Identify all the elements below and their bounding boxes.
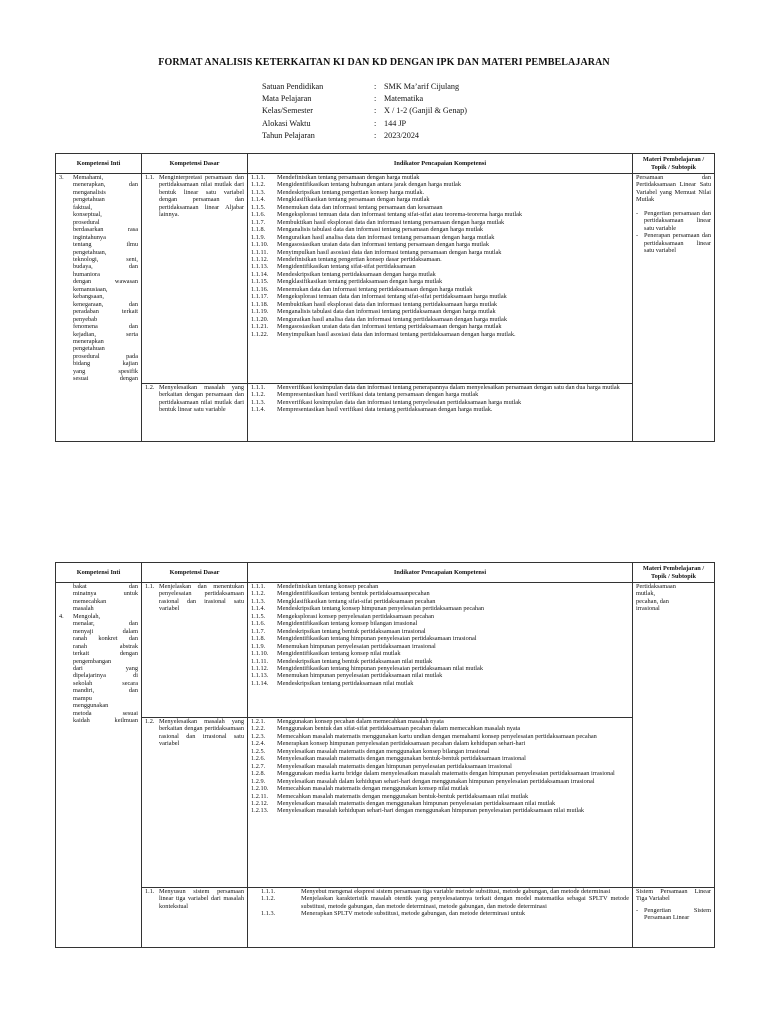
indicator-item [251, 613, 629, 620]
ki-text [73, 613, 138, 725]
ki-line: minatnya untuk [73, 590, 138, 598]
indicator-text: Mendeskripsikan tentang pertidaksamaan nilai mutlak [277, 679, 414, 687]
materi-line: mutlak, [636, 590, 656, 598]
kd-cell [142, 174, 248, 384]
ki-line: berdasarkan rasa [73, 226, 138, 234]
indicator-item [251, 590, 629, 597]
indicator-item [251, 628, 629, 635]
indicator-item [251, 196, 629, 203]
info-colon: : [374, 82, 377, 91]
ki-line: pengetahuan [73, 345, 105, 353]
indicator-text: Menemukan data dan informasi tentang persamaan dan kesamaan [277, 203, 443, 211]
info-row [262, 118, 467, 130]
ki-line: metoda sesuai [73, 709, 138, 717]
indicator-text: Mengklasifikasikan tentang sifat-sifat pertidaksamaan pecahan [277, 597, 436, 605]
ki-line: sekolah secara [73, 679, 138, 687]
ki-line: dipelajarinya di [73, 672, 138, 680]
indicator-text: Mengidentifikasikan tentang himpunan penyelesaian pertidaksamaan nilai mutlak [277, 664, 483, 672]
kd-number: 1.2. [145, 718, 155, 725]
indicator-text: Mengidentifikasikan tentang konsep nilai mutlak [277, 650, 401, 658]
indicator-text: Memecahkan masalah matematis dengan menggunakan bentuk-bentuk pertidaksamaan nilai mutlak [277, 792, 529, 800]
document-title: FORMAT ANALISIS KETERKAITAN KI DAN KD DENGAN IPK DAN MATERI PEMBELAJARAN [158, 57, 610, 68]
indicator-item [251, 785, 629, 792]
kd-number: 1.2. [145, 384, 155, 391]
ki-text [73, 174, 138, 383]
materi-cell [633, 583, 715, 888]
info-label: Mata Pelajaran [262, 94, 312, 104]
indicator-text: Mengklasifikasikan tentang pertidaksamaan dengan harga mutlak [277, 278, 443, 286]
header-kd: Kompetensi Dasar [142, 563, 248, 583]
header-ki: Kompetensi Inti [56, 563, 142, 583]
indicator-text: Memecahkan masalah matematis dengan menggunakan konsep nilai mutlak [277, 785, 469, 793]
ki-line: konseptual, [73, 211, 102, 219]
indicator-item [251, 293, 629, 300]
indicator-item [251, 605, 629, 612]
indicator-text: Mendefinisikan tentang konsep pecahan [277, 583, 379, 590]
indicator-text: Mendeskripsikan tentang pengertian konsep harga mutlak. [277, 188, 425, 196]
indicator-number: 1.1.1. [251, 583, 266, 590]
indicator-text: Mempresentasikan hasil verifikasi data tentang pertidaksamaan dengan harga mutlak. [277, 406, 493, 414]
indicator-text: Menjelaskan karakteristik masalah otentik yang penyelesaiannya terkait dengan model matematika sebagai SPLTV metode substitusi, metode gabungan, dan metode determinasi, metode gabungan, dan metode determinasi [301, 895, 629, 910]
indicator-text: Mengasosiasikan uraian data dan informasi tentang pertidaksamaan dengan harga mutlak [277, 323, 502, 331]
indicator-text: Menguraikan hasil analisa data dan informasi tentang persamaan dengan harga mutlak [277, 233, 495, 241]
ki-line: dari yang [73, 664, 138, 672]
indicator-item [251, 263, 629, 270]
indicator-text: Mengidentifikasikan tentang bentuk pertidaksamaanpecahan [277, 590, 430, 598]
indicator-item [251, 583, 629, 590]
indicator-item [251, 770, 629, 777]
indicator-number: 1.1.3. [251, 398, 266, 406]
indicator-number: 1.1.5. [251, 203, 266, 211]
ki-text [59, 583, 138, 613]
kd-text: Menyelesaikan masalah yang berkaitan dengan pertidaksamaan rasional dan irrasional satu variabel [159, 718, 244, 748]
materi-bullet-item [636, 907, 711, 922]
indicator-item [251, 323, 629, 330]
materi-item-text: Pengertian persamaan dan pertidaksamaan linear satu variable [644, 209, 711, 232]
info-label: Tahun Pelajaran [262, 130, 315, 140]
indicator-text: Menganalisis tabulasi data dan informasi tentang persamaan dengan harga mutlak [277, 226, 484, 234]
indicator-text: Menemukan data dan informasi tentang pertidaksamaan dengan harga mutlak [277, 285, 473, 293]
info-label: Satuan Pendidikan [262, 82, 324, 91]
indicator-text: Membuktikan hasil eksplorasi data dan informasi tentang persamaan dengan harga mutlak [277, 218, 505, 226]
indicator-text: Menyelesaikan masalah matematis dengan menggunakan bentuk-bentuk pertidaksamaan irrasional [277, 755, 526, 763]
kd-cell [142, 718, 248, 888]
indicator-number: 1.1.3. [251, 188, 266, 196]
indicator-text: Menyelesaikan masalah matematis dengan himpunan penyelesaian pertidaksamaan irrasional [277, 762, 512, 770]
indicator-text: Menyimpulkan hasil asosiasi data dan informasi tentang persamaan dengan harga mutlak [277, 248, 502, 256]
ki-line: menerapkan, dan [73, 181, 138, 189]
ki-line: budaya, dan [73, 263, 138, 271]
kd-text: Menyusun sistem persamaan linear tiga variabel dari masalah kontekstual [159, 888, 244, 910]
info-value: 2023/2024 [384, 130, 420, 140]
indicator-number: 1.1.15. [251, 278, 269, 286]
indicator-item [251, 598, 629, 605]
info-value: 144 JP [384, 118, 407, 128]
info-row [262, 130, 467, 142]
ki-line: terkait dengan [73, 650, 138, 658]
materi-cell [633, 888, 715, 948]
ki-number: 3. [59, 174, 64, 181]
ki-line: kejadian, serta [73, 330, 138, 338]
ki-line: memecahkan [73, 597, 107, 605]
indicator-number: 1.2.10. [251, 785, 269, 793]
ipk-cell [248, 888, 633, 948]
indicator-text: Mengidentifikasikan tentang himpunan penyelesaian pertidaksamaan irrasional [277, 635, 477, 643]
ki-line: faktual, [73, 203, 93, 211]
indicator-number: 1.1.18. [251, 300, 269, 308]
analysis-table-2 [55, 562, 715, 948]
ki-line: mampu [73, 694, 92, 702]
indicator-item [251, 249, 629, 256]
materi-line: pecahan, dan [636, 597, 669, 605]
header-kd: Kompetensi Dasar [142, 154, 248, 174]
indicator-text: Mendeskripsikan tentang bentuk pertidaksamaan nilai mutlak [277, 657, 433, 665]
indicator-number: 1.1.4. [251, 406, 266, 414]
indicator-number: 1.2.13. [251, 807, 269, 815]
ki-number: 4. [59, 612, 64, 620]
header-ipk: Indikator Pencapaian Kompetensi [248, 563, 633, 583]
indicator-number: 1.1.3. [251, 597, 266, 605]
ki-line: tentang ilmu [73, 241, 138, 249]
indicator-item [251, 234, 629, 241]
indicator-text: Menyelesaikan masalah kehidupan sehari-hari dengan menggunakan himpunan penyelesaian pertidaksamaan nilai mutlak [277, 807, 585, 815]
indicator-item [251, 895, 629, 910]
indicator-number: 1.2.5. [251, 747, 266, 755]
indicator-item [251, 181, 629, 188]
ki-line: menyaji dalam [73, 627, 138, 635]
ki-line: pengembangan [73, 657, 112, 665]
indicator-item [251, 226, 629, 233]
ki-line: pengetahuan, [73, 248, 107, 256]
indicator-item [251, 635, 629, 642]
indicator-number: 1.1.2. [251, 391, 266, 399]
indicator-number: 1.2.3. [251, 732, 266, 740]
ki-line: kemanusiaan, [73, 285, 108, 293]
info-value: X / 1-2 (Ganjil & Genap) [384, 106, 467, 116]
ki-line: dengan wawasan [73, 278, 138, 286]
indicator-number: 1.1.19. [251, 308, 269, 316]
indicator-item [251, 189, 629, 196]
indicator-text: Menggunakan bentuk dan sifat-sifat pertidaksamaan pecahan dalam memecahkan masalah nyata [277, 725, 521, 733]
ki-line: ranah konkret dan [73, 635, 138, 643]
indicator-number: 1.1.1. [251, 384, 266, 391]
indicator-text: Memecahkan masalah matematis menggunakan kartu undian dengan memahami konsep penyelesaian pertidaksamaan pecahan [277, 732, 597, 740]
indicator-number: 1.1.2. [251, 590, 266, 598]
ki-line: menerapkan [73, 337, 104, 345]
indicator-item [251, 271, 629, 278]
indicator-number: 1.1.8. [251, 226, 266, 234]
indicator-number: 1.1.11. [251, 248, 269, 256]
indicator-item [251, 204, 629, 211]
ki-line: prosedural [73, 218, 100, 226]
indicator-number: 1.1.13. [251, 672, 269, 680]
kd-number: 1.1. [145, 174, 155, 181]
indicator-number: 1.1.1. [261, 888, 276, 895]
indicator-text: Menverifikasi kesimpulan data dan informasi tentang penerapannya dalam menyelesaikan persamaan dengan satu dan dua harga mutlak [277, 384, 620, 391]
ki-cell [56, 174, 142, 442]
ki-line: Memahami, [73, 174, 104, 181]
indicator-item [251, 800, 629, 807]
indicator-text: Menyelesaikan masalah dalam kehidupan sehari-hari dengan menggunakan himpunan penyelesaian pertidaksamaan irrasional [277, 777, 595, 785]
info-value: Matematika [384, 94, 424, 104]
kd-text: Menyelesaikan masalah yang berkaitan dengan persamaan dan pertidaksamaan nilai mutlak dari bentuk linear satu variable [159, 384, 244, 414]
ki-line: menganalisis [73, 188, 106, 196]
indicator-item [251, 910, 629, 917]
indicator-item [251, 391, 629, 398]
indicator-text: Mengasosiasikan uraian data dan informasi tentang persamaan dengan harga mutlak [277, 241, 489, 249]
indicator-text: Menemukan himpunan penyelesaian pertidaksamaan irrasional [277, 642, 436, 650]
indicator-text: Menguraikan hasil analisa data dan informasi tentang pertidaksamaan dengan harga mutlak [277, 315, 507, 323]
indicator-item [251, 665, 629, 672]
indicator-text: Mengeksplorasi temuan data dan informasi tentang sifat-sifat atau teorema-teorema harga mutlak [277, 211, 523, 219]
bullet-dash: - [636, 209, 639, 217]
indicator-item [251, 316, 629, 323]
indicator-text: Mempresentasikan hasil verifikasi data tentang persamaan dengan harga mutlak [277, 391, 479, 399]
indicator-text: Menggunakan media kartu bridge dalam menyelesaikan masalah matematis dengan himpunan penyelesaian pertidaksamaan irrasional [277, 770, 615, 778]
indicator-text: Mendeskripsikan tentang konsep himpunan penyelesaian pertidaksamaan pecahan [277, 605, 485, 613]
indicator-item [251, 643, 629, 650]
indicator-item [251, 256, 629, 263]
indicator-item [251, 301, 629, 308]
ki-line: penyebab [73, 315, 98, 323]
indicator-item [251, 740, 629, 747]
indicator-text: Mengeksplorasi temuan data dan informasi tentang sifat-sifat pertidaksamaan harga mutlak [277, 293, 507, 301]
ki-line: Mengolah, [73, 612, 101, 620]
header-ipk: Indikator Pencapaian Kompetensi [248, 154, 633, 174]
info-colon: : [374, 118, 377, 128]
bullet-dash: - [636, 232, 639, 240]
indicator-number: 1.1.3. [261, 910, 276, 918]
indicator-number: 1.1.9. [251, 642, 266, 650]
info-label: Alokasi Waktu [262, 118, 311, 128]
kd-number: 1.1. [145, 583, 155, 590]
kd-text: Menginterpretasi persamaan dan pertidaksamaan nilai mutlak dari bentuk linear satu variabel dengan persamaan dan pertidaksamaan linear Aljabar lainnya. [159, 174, 244, 219]
kd-cell [142, 384, 248, 442]
indicator-number: 1.2.12. [251, 799, 269, 807]
indicator-item [251, 241, 629, 248]
info-colon: : [374, 106, 377, 116]
indicator-item [251, 219, 629, 226]
ki-line: ranah abstrak [73, 642, 138, 650]
indicator-text: Menerapkan SPLTV metode substitusi, metode gabungan, dan metode determinasi untuk [301, 910, 526, 918]
ipk-cell [248, 718, 633, 888]
indicator-text: Mendeskripsikan tentang pertidaksamaan dengan harga mutlak [277, 270, 436, 278]
materi-cell [633, 174, 715, 442]
indicator-number: 1.1.12. [251, 255, 269, 263]
indicator-item [251, 718, 629, 725]
ki-line: kaidah keilmuan [73, 717, 138, 725]
header-materi: Materi Pembelajaran / Topik / Subtopik [633, 154, 715, 174]
kd-cell [142, 583, 248, 718]
indicator-item [251, 308, 629, 315]
indicator-item [251, 278, 629, 285]
kd-number: 1.1. [145, 888, 155, 895]
indicator-item [251, 748, 629, 755]
materi-bullet-item [636, 210, 711, 232]
ki-line: teknologi, seni, [73, 255, 138, 263]
info-row [262, 81, 467, 93]
indicator-number: 1.1.7. [251, 218, 266, 226]
indicator-number: 1.1.17. [251, 293, 269, 301]
indicator-text: Menganalisis tabulasi data dan informasi tentang pertidaksamaan dengan harga mutlak [277, 308, 496, 316]
indicator-number: 1.1.2. [251, 181, 266, 189]
ki-line: peradaban terkait [73, 308, 138, 316]
indicator-number: 1.1.12. [251, 664, 269, 672]
materi-item-text: Pengertian Sistem Persamaan Linear [644, 906, 711, 922]
ipk-cell [248, 583, 633, 718]
indicator-number: 1.2.11. [251, 792, 269, 800]
indicator-number: 1.1.16. [251, 285, 269, 293]
indicator-text: Menemukan himpunan penyelesaian pertidaksamaan nilai mutlak [277, 672, 443, 680]
ki-line: sesuai dengan [73, 375, 138, 383]
indicator-text: Mengidentifikasikan tentang sifat-sifat pertidaksamaan [277, 263, 416, 271]
indicator-text: Mendefinisikan tentang pengertian konsep dasar pertidaksamaan. [277, 255, 442, 263]
ki-line: mandiri, dan [73, 687, 138, 695]
ki-line: prosedural pada [73, 352, 138, 360]
kd-text: Menjelaskan dan menentukan penyelesaian pertidaksamaan rasional dan irasional satu variabel [159, 583, 244, 613]
materi-line: irrasional [636, 605, 660, 613]
indicator-item [251, 174, 629, 181]
ki-line: kebangsaan, [73, 293, 104, 301]
indicator-item [251, 211, 629, 218]
indicator-number: 1.1.10. [251, 650, 269, 658]
header-materi: Materi Pembelajaran / Topik / Subtopik [633, 563, 715, 583]
info-row [262, 93, 467, 105]
indicator-number: 1.1.6. [251, 211, 266, 219]
indicator-number: 1.2.7. [251, 762, 266, 770]
indicator-number: 1.1.8. [251, 635, 266, 643]
ki-line: menggunakan [73, 702, 109, 710]
indicator-number: 1.1.11. [251, 657, 269, 665]
indicator-item [251, 755, 629, 762]
materi-bullet-item [636, 232, 711, 254]
ki-line: ingintahunya [73, 233, 106, 241]
indicator-text: Mengeksplorasi konsep penyelesaian pertidaksamaan pecahan [277, 612, 435, 620]
ki-line: pengetahuan [73, 196, 105, 204]
indicator-item [251, 733, 629, 740]
ki-line: kenegaraan, dan [73, 300, 138, 308]
indicator-number: 1.1.5. [251, 612, 266, 620]
info-colon: : [374, 94, 377, 104]
indicator-item [251, 807, 629, 814]
indicator-number: 1.1.7. [251, 627, 266, 635]
indicator-number: 1.1.14. [251, 679, 269, 687]
indicator-text: Mengidentifikasikan tentang konsep bilangan irrasional [277, 620, 418, 628]
indicator-item [251, 725, 629, 732]
indicator-item [251, 650, 629, 657]
header-ki: Kompetensi Inti [56, 154, 142, 174]
indicator-number: 1.1.6. [251, 620, 266, 628]
indicator-text: Mengidentifikasikan tentang hubungan antara jarak dengan harga mutlak [277, 181, 462, 189]
materi-heading: Sistem Persamaan Linear Tiga Variabel [636, 888, 711, 903]
indicator-item [251, 384, 629, 391]
indicator-number: 1.1.4. [251, 605, 266, 613]
info-colon: : [374, 130, 377, 140]
indicator-number: 1.2.4. [251, 740, 266, 748]
ki-cell [56, 583, 142, 948]
indicator-number: 1.2.1. [251, 718, 266, 725]
indicator-number: 1.1.9. [251, 233, 266, 241]
indicator-item [251, 888, 629, 895]
indicator-number: 1.1.10. [251, 241, 269, 249]
indicator-text: Menyelesaikan masalah matematis dengan menggunakan himpunan penyelesaian pertidaksamaan nilai mutlak [277, 799, 556, 807]
ipk-cell [248, 174, 633, 384]
indicator-text: Menyebut mengenai ekspresi sistem persamaan tiga variable metode substitusi, metode gabungan, dan metode determinasi [301, 888, 611, 895]
indicator-text: Mendefinisikan tentang persamaan dengan harga mutlak [277, 174, 420, 181]
indicator-number: 1.2.2. [251, 725, 266, 733]
indicator-text: Menerapkan konsep himpunan penyelesaian pertidaksamaan pecahan dalam kehidupan sehari-hari [277, 740, 526, 748]
indicator-number: 1.1.22. [251, 330, 269, 338]
indicator-number: 1.1.21. [251, 323, 269, 331]
ki-line: yang spesifik [73, 367, 138, 375]
info-value: SMK Ma’arif Cijulang [384, 82, 460, 91]
identity-block [262, 81, 467, 142]
indicator-item [251, 763, 629, 770]
analysis-table-1 [55, 153, 715, 442]
indicator-text: Mendeskripsikan tentang bentuk pertidaksamaan irrasional [277, 627, 426, 635]
indicator-item [251, 778, 629, 785]
indicator-text: Membuktikan hasil eksplorasi data dan informasi tentang pertidaksamaan harga mutlak [277, 300, 498, 308]
indicator-item [251, 680, 629, 687]
indicator-text: Menggunakan konsep pecahan dalam memecahkan masalah nyata [277, 718, 444, 725]
indicator-number: 1.1.14. [251, 270, 269, 278]
indicator-number: 1.1.20. [251, 315, 269, 323]
info-label: Kelas/Semester [262, 106, 313, 116]
ki-line: menalar, dan [73, 620, 138, 628]
indicator-number: 1.1.1. [251, 174, 266, 181]
indicator-text: Mengklasifikasikan tentang persamaan dengan harga mutlak [277, 196, 430, 204]
indicator-number: 1.2.9. [251, 777, 266, 785]
materi-line: Pertidaksamaan [636, 583, 676, 590]
materi-heading: Persamaan dan Pertidaksamaan Linear Satu Variabel yang Memuat Nilai Mutlak [636, 174, 711, 204]
indicator-text: Menyimpulkan hasil asosiasi data dan informasi tentang pertidaksamaan dengan harga mutlak. [277, 330, 516, 338]
indicator-item [251, 286, 629, 293]
ipk-cell [248, 384, 633, 442]
ki-line: bidang kajian [73, 360, 138, 368]
indicator-number: 1.1.2. [261, 895, 276, 903]
indicator-text: Menverifikasi kesimpulan data dan informasi tentang penyelesaian pertidaksamaan harga mutlak [277, 398, 522, 406]
indicator-text: Menyelesaikan masalah matematis dengan menggunakan konsep bilangan irrasional [277, 747, 490, 755]
indicator-number: 1.1.13. [251, 263, 269, 271]
ki-line: humaniora [73, 270, 100, 278]
indicator-item [251, 672, 629, 679]
ki-line: bakat dan [73, 583, 138, 590]
materi-item-text: Penerapan persamaan dan pertidaksamaan linear satu variabel [644, 232, 711, 255]
indicator-item [251, 331, 629, 338]
indicator-item [251, 793, 629, 800]
indicator-item [251, 406, 629, 413]
indicator-item [251, 620, 629, 627]
ki-line: fenomena dan [73, 323, 138, 331]
indicator-item [251, 399, 629, 406]
indicator-item [251, 658, 629, 665]
kd-cell [142, 888, 248, 948]
bullet-dash: - [636, 906, 639, 914]
info-row [262, 105, 467, 117]
indicator-number: 1.2.8. [251, 770, 266, 778]
indicator-number: 1.1.4. [251, 196, 266, 204]
indicator-number: 1.2.6. [251, 755, 266, 763]
ki-line: masalah [73, 605, 94, 613]
